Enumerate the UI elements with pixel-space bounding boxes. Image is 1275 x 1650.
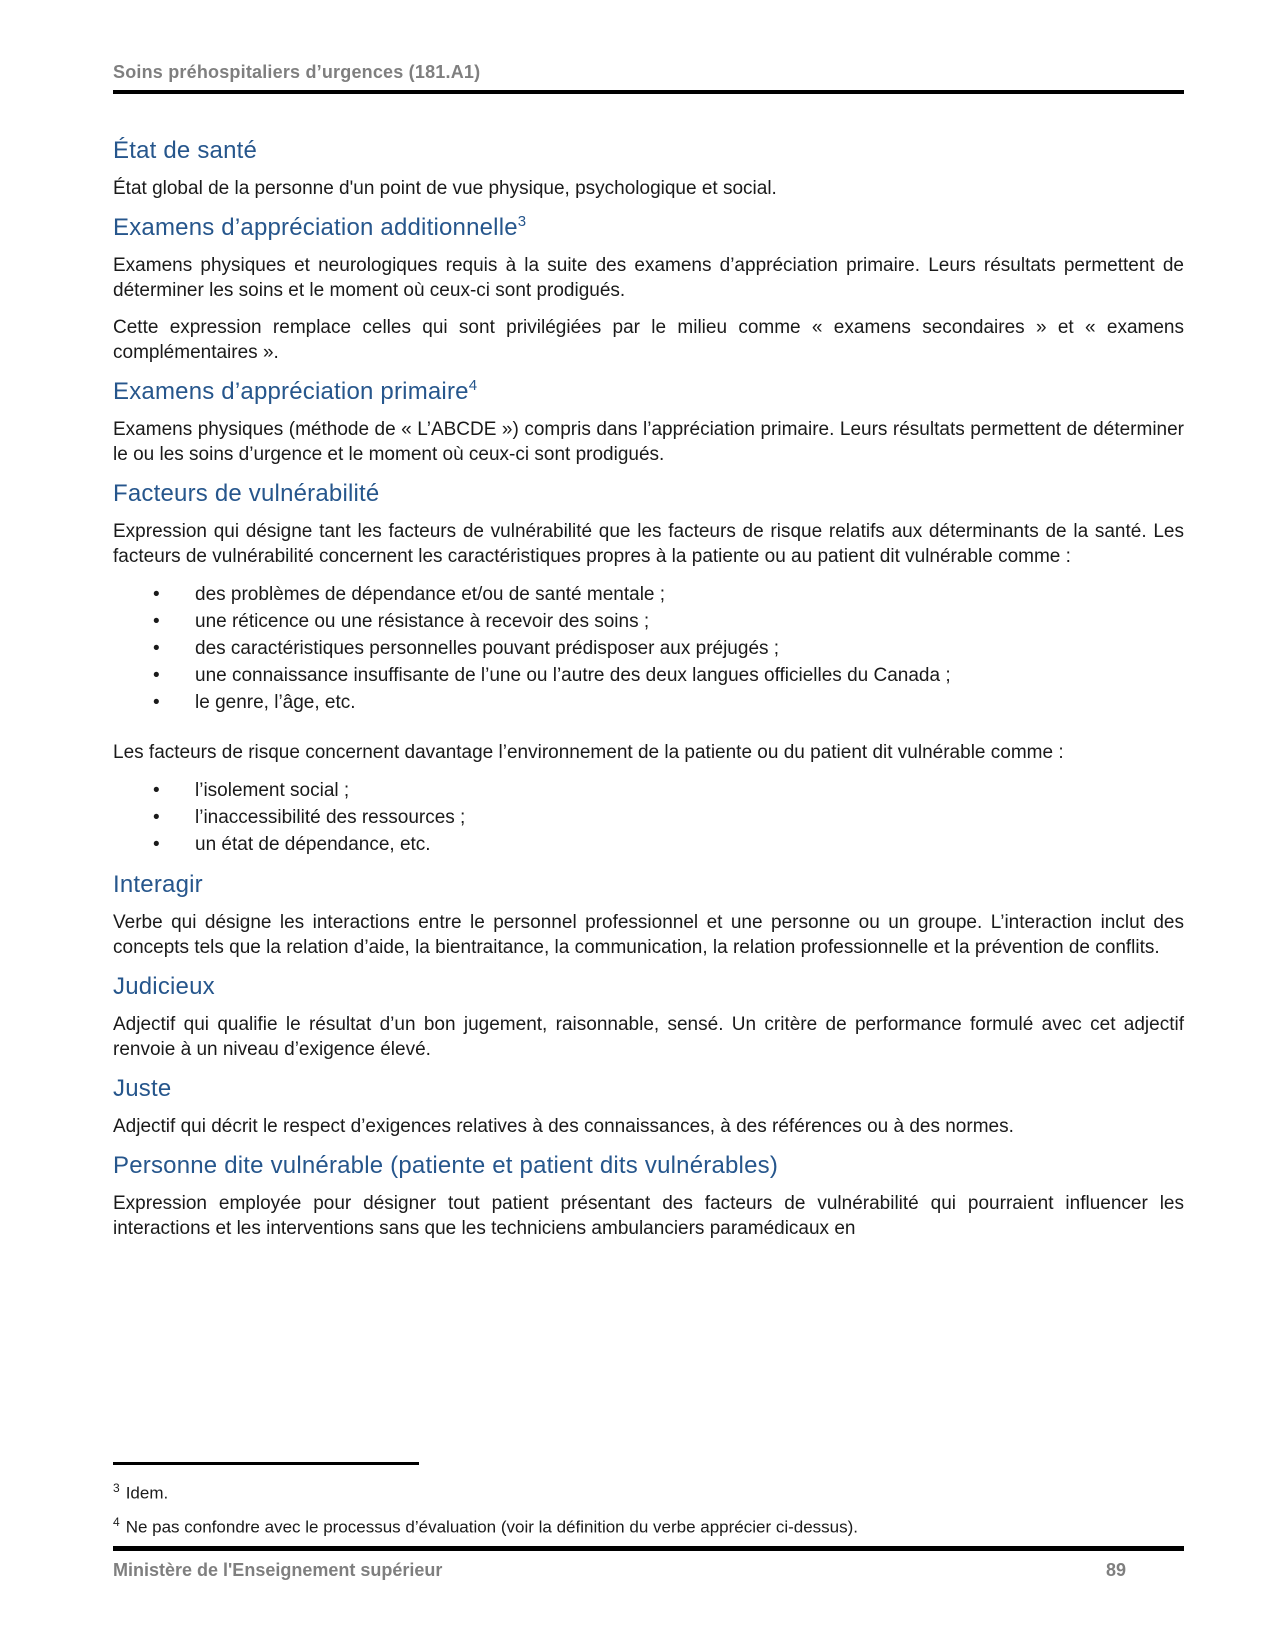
bullet-item: • une connaissance insuffisante de l’une ou l’autre des deux langues officielles du Canada ; <box>113 662 1184 689</box>
glossary-section <box>113 213 1184 365</box>
paragraph: Les facteurs de risque concernent davantage l’environnement de la patiente ou du patient dit vulnérable comme : <box>113 742 1064 763</box>
paragraph: Adjectif qui décrit le respect d’exigences relatives à des connaissances, à des références ou à des normes. <box>113 1116 1014 1137</box>
footnote-separator-rule <box>113 1462 419 1465</box>
bullet-item: • un état de dépendance, etc. <box>113 831 1184 858</box>
bullet-list <box>113 777 1184 858</box>
footnote-reference: 3 <box>517 213 527 230</box>
glossary-section <box>113 377 1184 467</box>
paragraph: Adjectif qui qualifie le résultat d’un bon jugement, raisonnable, sensé. Un critère de performance formulé avec cet adjectif renvoie à un niveau d’exigence élevé. <box>113 1014 1184 1060</box>
glossary-section <box>113 1151 1184 1241</box>
glossary-section <box>113 870 1184 960</box>
paragraph: Expression qui désigne tant les facteurs de vulnérabilité que les facteurs de risque relatifs aux déterminants de la santé. Les facteurs de vulnérabilité concernent les caractéristiques propres à la patiente ou au patient dit vulnérable comme : <box>113 521 1184 567</box>
section-heading <box>113 213 1184 243</box>
footnote-text: Ne pas confondre avec le processus d’évaluation (voir la définition du verbe apprécier ci-dessus). <box>125 1517 859 1537</box>
section-heading-text: Examens d’appréciation primaire <box>113 378 469 405</box>
section-heading-text: Examens d’appréciation additionnelle <box>113 214 518 241</box>
section-heading <box>113 1074 1184 1104</box>
bullet-item: • l’inaccessibilité des ressources ; <box>113 804 1184 831</box>
section-heading-text: Facteurs de vulnérabilité <box>113 480 380 507</box>
paragraph: Examens physiques et neurologiques requis à la suite des examens d’appréciation primaire. Leurs résultats permettent de déterminer les soins et le moment où ceux-ci sont prodigués. <box>113 255 1184 301</box>
paragraph: État global de la personne d'un point de vue physique, psychologique et social. <box>113 178 777 199</box>
paragraph: Expression employée pour désigner tout patient présentant des facteurs de vulnérabilité qui pourraient influencer les interactions et les interventions sans que les techniciens ambulanciers paramédicaux en <box>113 1193 1184 1239</box>
glossary-section <box>113 972 1184 1062</box>
glossary-section <box>113 479 1184 858</box>
page-number: 89 <box>1105 1560 1126 1580</box>
section-heading <box>113 1151 1184 1181</box>
section-heading <box>113 870 1184 900</box>
section-heading-text: Juste <box>113 1075 172 1102</box>
paragraph: Cette expression remplace celles qui sont privilégiées par le milieu comme « examens secondaires » et « examens complémentaires ». <box>113 317 1184 363</box>
section-heading <box>113 972 1184 1002</box>
section-heading-text: Interagir <box>113 871 203 898</box>
footer-ministry: Ministère de l'Enseignement supérieur <box>113 1560 443 1580</box>
footnote-area <box>113 1462 1184 1541</box>
bullet-item: • des caractéristiques personnelles pouvant prédisposer aux préjugés ; <box>113 635 1184 662</box>
bullet-item: • des problèmes de dépendance et/ou de santé mentale ; <box>113 581 1184 608</box>
paragraph: Examens physiques (méthode de « L’ABCDE ») compris dans l’appréciation primaire. Leurs résultats permettent de déterminer le ou les soins d’urgence et le moment où ceux-ci sont prodigués. <box>113 419 1184 465</box>
section-heading <box>113 377 1184 407</box>
page-header <box>113 62 1184 94</box>
running-header-title: Soins préhospitaliers d’urgences (181.A1) <box>113 62 1184 94</box>
footnote <box>113 1474 1184 1508</box>
bullet-item: • le genre, l’âge, etc. <box>113 689 1184 716</box>
footnote-reference: 4 <box>468 377 478 394</box>
section-heading <box>113 136 1184 166</box>
bullet-item: • une réticence ou une résistance à recevoir des soins ; <box>113 608 1184 635</box>
section-heading-text: Judicieux <box>113 973 215 1000</box>
footnote-marker: 3 <box>113 1481 120 1495</box>
document-body <box>113 118 1184 1253</box>
glossary-section <box>113 136 1184 201</box>
footnote-marker: 4 <box>113 1514 120 1529</box>
bullet-item: • l’isolement social ; <box>113 777 1184 804</box>
glossary-section <box>113 1074 1184 1139</box>
paragraph: Verbe qui désigne les interactions entre le personnel professionnel et une personne ou un groupe. L’interaction inclut des concepts tels que la relation d’aide, la bientraitance, la communication, la relation professionnelle et la prévention de conflits. <box>113 912 1184 958</box>
section-heading <box>113 479 1184 509</box>
section-heading-text: État de santé <box>113 137 258 164</box>
footnote-text: Idem. <box>125 1483 169 1503</box>
bullet-list <box>113 581 1184 716</box>
footnote <box>113 1508 1184 1542</box>
page-footer <box>113 1546 1184 1581</box>
section-heading-text: Personne dite vulnérable (patiente et patient dits vulnérables) <box>113 1152 779 1179</box>
